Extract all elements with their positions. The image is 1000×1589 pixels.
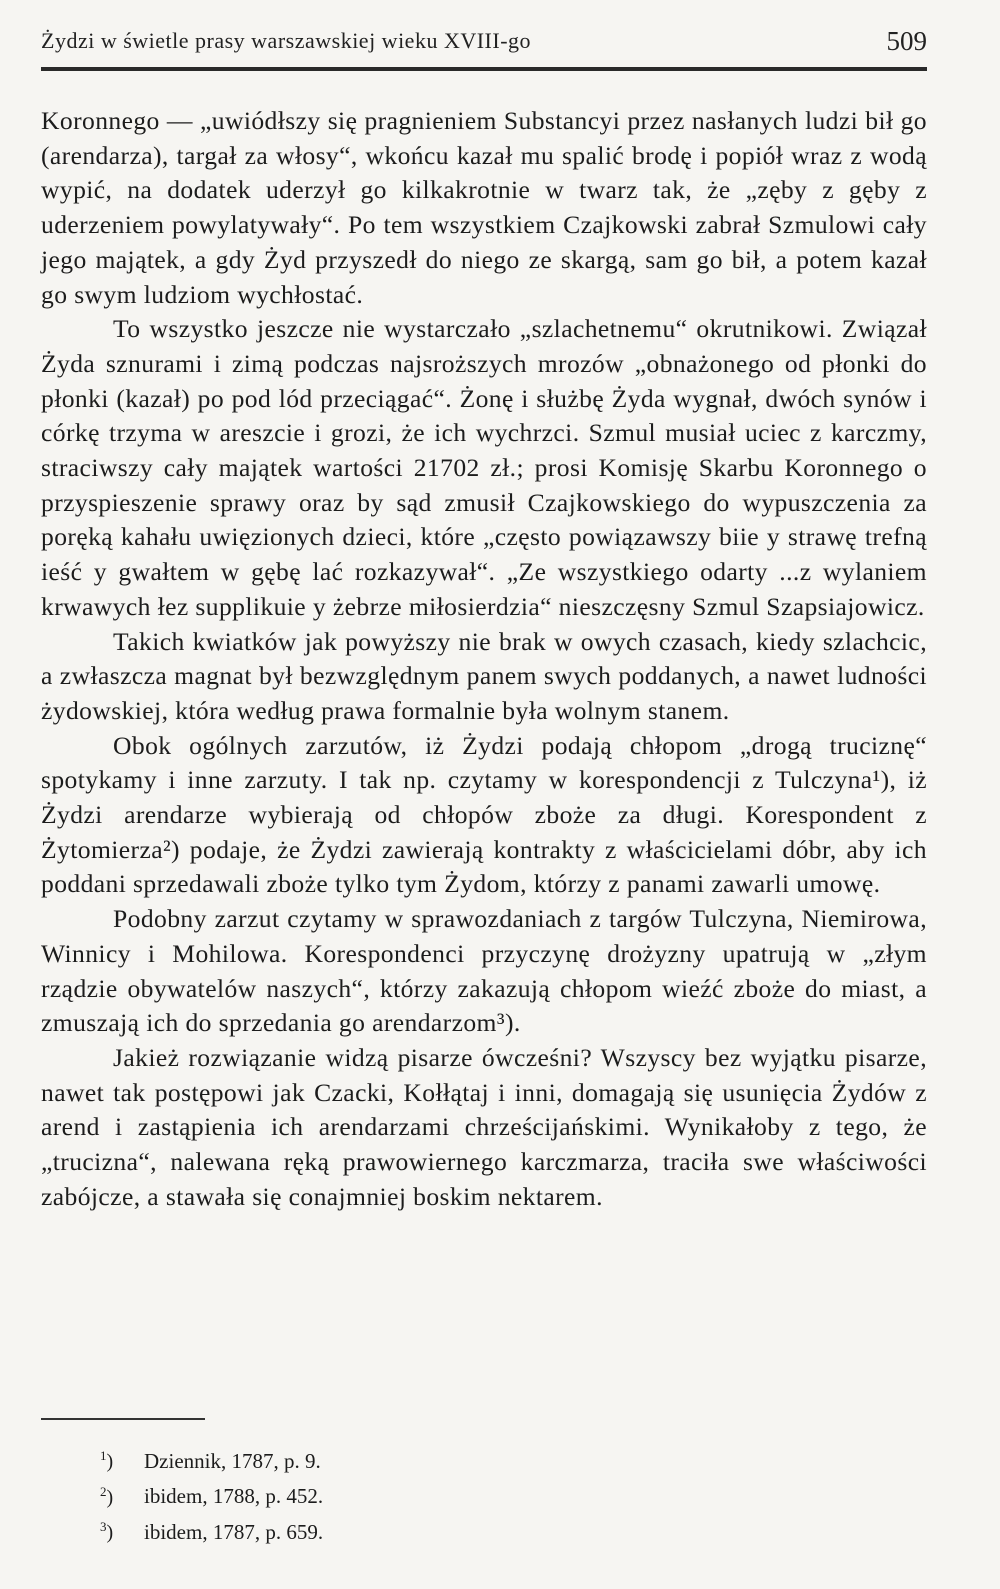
paragraph: Koronnego — „uwiódłszy się pragnieniem Substancyi przez nasłanych ludzi bił go (arendarza), targał za włosy“, wkońcu kazał mu spalić brodę i popiół wraz z wodą wypić, na dodatek uderzył go kilkakrotnie w twarz tak, że „zęby z gęby z uderzeniem powylatywały“. Po tem wszystkiem Czajkowski zabrał Szmulowi cały jego majątek, a gdy Żyd przyszedł do niego ze skargą, sam go bił, a potem kazał go swym ludziom wychłostać.	[41, 106, 927, 309]
footnote	[100, 1477, 700, 1513]
footnote-mark: $^3$)	[100, 1519, 114, 1544]
header-rule	[41, 67, 927, 71]
running-head: Żydzi w świetle prasy warszawskiej wieku XVIII-go	[41, 28, 532, 53]
page-header	[41, 28, 927, 62]
paragraph: Obok ogólnych zarzutów, iż Żydzi podają chłopom „drogą truciznę“ spotykamy i inne zarzuty. I tak np. czytamy w korespondencji z Tulczyna¹), iż Żydzi arendarze wybierają od chłopów zboże za długi. Korespondent z Żytomierza²) podaje, że Żydzi zawierają kontrakty z właścicielami dóbr, aby ich poddani sprzedawali zboże tylko tym Żydom, którzy z panami zawarli umowę.	[41, 730, 927, 899]
paragraph: To wszystko jeszcze nie wystarczało „szlachetnemu“ okrutnikowi. Związał Żyda sznurami i zimą podczas najsroższych mrozów „obnażonego od płonki do płonki (kazał) po pod lód przeciągać“. Żonę i służbę Żyda wygnał, dwóch synów i córkę trzyma w areszcie i grozi, że ich wychrzci. Szmul musiał uciec z karczmy, straciwszy cały majątek wartości 21702 zł.; prosi Komisję Skarbu Koronnego o przyspieszenie sprawy oraz by sąd zmusił Czajkowskiego do wypuszczenia za poręką kahału uwięzionych dzieci, które „często powiązawszy biie y strawę trefną ieść y gwałtem w gębę lać rozkazywał“. „Ze wszystkiego odarty ...z wylaniem krwawych łez supplikuie y żebrze miłosierdzia“ nieszczęsny Szmul Szapsiajowicz.	[41, 314, 927, 621]
footnote-text: ibidem, 1788, p. 452.	[144, 1484, 324, 1509]
footnote	[100, 1441, 700, 1477]
paragraph: Takich kwiatków jak powyższy nie brak w owych czasach, kiedy szlachcic, a zwłaszcza magnat był bezwzględnym panem swych poddanych, a nawet ludności żydowskiej, która według prawa formalnie była wolnym stanem.	[41, 626, 927, 725]
footnote-mark: $^1$)	[100, 1448, 114, 1473]
footnote-mark: $^2$)	[100, 1483, 114, 1509]
footnote	[100, 1512, 700, 1548]
footnote-text: Dziennik, 1787, p. 9.	[144, 1448, 321, 1473]
body-text	[41, 104, 927, 1215]
paragraph: Jakież rozwiązanie widzą pisarze ówcześni? Wszyscy bez wyjątku pisarze, nawet tak postępowi jak Czacki, Kołłątaj i inni, domagają się usunięcia Żydów z arend i zastąpienia ich arendarzami chrześcijańskimi. Wynikałoby z tego, że „trucizna“, nalewana ręką prawowiernego karczmarza, traciła swe właściwości zabójcze, a stawała się conajmniej boskim nektarem.	[41, 1042, 927, 1211]
footnote-rule	[41, 1418, 205, 1420]
paragraph: Podobny zarzut czytamy w sprawozdaniach z targów Tulczyna, Niemirowa, Winnicy i Mohilowa. Korespondenci przyczynę drożyzny upatrują w „złym rządzie obywatelów naszych“, którzy zakazują chłopom wieźć zboże do miast, a zmuszają ich do sprzedania go arendarzom³).	[41, 904, 927, 1038]
footnotes	[100, 1441, 700, 1548]
footnote-text: ibidem, 1787, p. 659.	[144, 1519, 324, 1544]
page-number: 509	[886, 26, 927, 56]
